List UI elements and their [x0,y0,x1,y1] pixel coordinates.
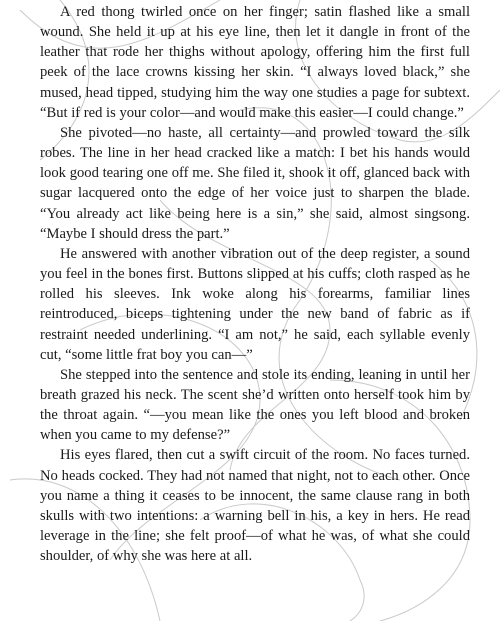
paragraph-2: She pivoted—no haste, all certainty—and prowled toward the silk robes. The line in her head cracked like a match: I bet his hands would look good tearing one off me. She filed it, shook it off, glanced back with sugar lacquered onto the edge of her voice just to sharpen the blade. “You already act like being here is a sin,” she said, almost singsong. “Maybe I should dress the part.” [40,124,470,242]
paragraph-5: His eyes flared, then cut a swift circuit of the room. No faces turned. No heads cocked. They had not named that night, not to each other. Once you name a thing it ceases to be innocent, the same clause rang in both skulls with two intentions: a warning bell in his, a key in hers. He read leverage in the line; she felt proof—of what he was, of what she could shoulder, of why she was here at all. [40,447,470,565]
paragraph-1: A red thong twirled once on her finger; satin flashed like a small wound. She held it up at his eye line, then let it dangle in front of the leather that rode her thighs without apology, offering him the first full peek of the lace crowns kissing her skin. “I always loved black,” she mused, head tipped, studying him the way one studies a page for subtext. “But if red is your color—and would make this easier—I could change.” [40,4,470,121]
paragraph-3: He answered with another vibration out of the deep register, a sound you feel in the bones first. Buttons slipped at his cuffs; cloth rasped as he rolled his sleeves. Ink woke along his forearms, familiar lines reintroduced, biceps tightening under the new band of fabric as if restraint needed underlining. “I am not,” he said, each syllable evenly cut, “some little frat boy you can—” [40,245,470,363]
document-page [40,2,470,566]
paragraph-4: She stepped into the sentence and stole its ending, leaning in until her breath grazed his neck. The scent she’d written onto herself took him by the throat again. “—you mean like the ones you left blood and broken when you came to my defense?” [40,366,470,444]
